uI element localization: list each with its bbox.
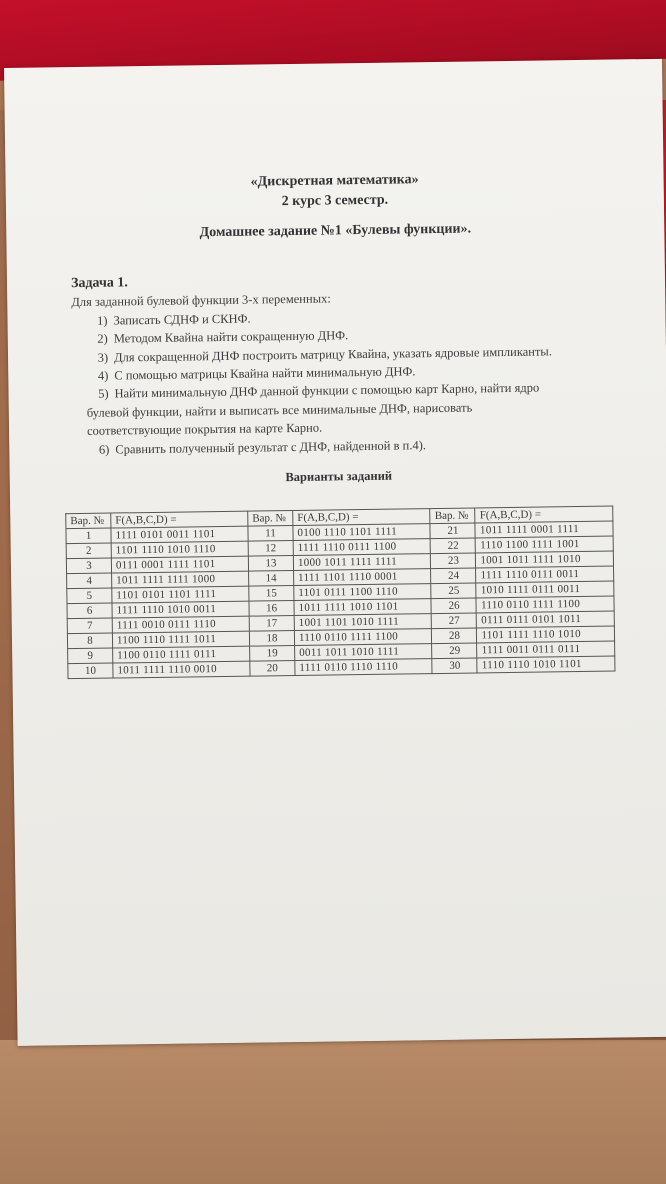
task-item: 1) Записать СДНФ и СКНФ. [97, 311, 251, 328]
course-header [6, 167, 664, 216]
variant-number-cell: 9 [68, 648, 113, 664]
variant-number-cell: 18 [249, 631, 294, 647]
function-value-cell: 0111 0001 1111 1101 [111, 556, 248, 573]
function-value-cell: 0111 0111 0101 1011 [477, 611, 615, 628]
variant-number-cell: 12 [248, 541, 293, 557]
variant-number-cell: 25 [431, 583, 476, 599]
variant-number-cell: 8 [67, 633, 112, 649]
task-item: 6) Сравнить полученный результат с ДНФ, найденной в п.4). [98, 437, 427, 457]
function-value-cell: 1111 0010 0111 1110 [112, 616, 249, 633]
function-value-cell: 1101 1111 1110 1010 [477, 626, 615, 643]
function-value-cell: 1011 1111 0001 1111 [475, 521, 613, 538]
variant-number-cell: 24 [431, 568, 476, 584]
variant-number-cell: 2 [66, 543, 111, 559]
homework-title: Домашнее задание №1 «Булевы функции». [199, 221, 472, 241]
variant-number-cell: 29 [432, 643, 477, 659]
variant-number-cell: 3 [66, 558, 111, 574]
variant-number-cell: 21 [430, 523, 475, 539]
variant-number-cell: 20 [250, 660, 295, 676]
column-header: F(A,B,C,D) = [475, 506, 613, 523]
function-value-cell: 1011 1111 1110 0010 [113, 661, 250, 678]
task-item: 3) Для сокращенной ДНФ построить матрицу Квайна, указать ядровые импликанты. [97, 344, 552, 365]
function-value-cell: 1110 0110 1111 1100 [294, 629, 432, 646]
variant-number-cell: 11 [248, 526, 293, 542]
function-value-cell: 1101 0111 1100 1110 [294, 584, 432, 601]
variants-table [65, 506, 615, 680]
function-value-cell: 1010 1111 0111 0011 [476, 581, 614, 598]
column-header: Вар. № [430, 508, 475, 524]
function-value-cell: 1111 0110 1110 1110 [295, 659, 433, 676]
variant-number-cell: 4 [67, 573, 112, 589]
variant-number-cell: 14 [249, 571, 294, 587]
variant-number-cell: 23 [431, 553, 476, 569]
desk-background-bottom [0, 1040, 666, 1184]
function-value-cell: 0011 1011 1010 1111 [295, 644, 433, 661]
function-value-cell: 1111 0011 0111 0111 [477, 641, 615, 658]
column-header: F(A,B,C,D) = [111, 511, 248, 528]
function-value-cell: 1111 1110 0111 1100 [293, 539, 431, 556]
variant-number-cell: 1 [66, 528, 111, 544]
function-value-cell: 1110 1110 1010 1101 [477, 656, 615, 673]
variant-number-cell: 15 [249, 586, 294, 602]
function-value-cell: 0100 1110 1101 1111 [293, 524, 431, 541]
task-item: 5) Найти минимальную ДНФ данной функции с помощью карт Карно, найти ядро булевой функции, найти и выписать все минимальные ДНФ, нарисовать соответствующие покрытия на карте Карно. [86, 380, 540, 439]
function-value-cell: 1110 1100 1111 1001 [476, 536, 614, 553]
function-value-cell: 1001 1011 1111 1010 [476, 551, 614, 568]
variant-number-cell: 16 [249, 601, 294, 617]
variant-number-cell: 30 [432, 658, 477, 674]
variant-number-cell: 17 [249, 616, 294, 632]
variant-number-cell: 7 [67, 618, 112, 634]
course-semester: 2 курс 3 семестр. [281, 192, 389, 210]
task-title: Задача 1. [70, 275, 128, 292]
variant-number-cell: 10 [68, 663, 113, 679]
function-value-cell: 1101 1110 1010 1110 [111, 541, 248, 558]
task-list [71, 304, 613, 459]
task-item: 2) Методом Квайна найти сокращенную ДНФ. [97, 328, 349, 346]
function-value-cell: 1111 1110 0111 0011 [476, 566, 614, 583]
function-value-cell: 1100 1110 1111 1011 [112, 631, 249, 648]
variant-number-cell: 26 [431, 598, 476, 614]
column-header: Вар. № [66, 513, 111, 529]
variant-number-cell: 13 [248, 556, 293, 572]
variant-number-cell: 28 [432, 628, 477, 644]
function-value-cell: 1111 1110 1010 0011 [112, 601, 249, 618]
paper-sheet [4, 59, 666, 1046]
variants-title: Варианты заданий [285, 468, 393, 485]
column-header: Вар. № [248, 511, 293, 527]
variant-number-cell: 27 [432, 613, 477, 629]
function-value-cell: 1011 1111 1010 1101 [294, 599, 432, 616]
task-section [71, 268, 614, 460]
task-intro: Для заданной булевой функции 3-х переменных: [71, 291, 331, 310]
function-value-cell: 1111 0101 0011 1101 [111, 526, 248, 543]
variant-number-cell: 5 [67, 588, 112, 604]
variant-number-cell: 6 [67, 603, 112, 619]
variants-table-body [66, 521, 615, 679]
function-value-cell: 1100 0110 1111 0111 [113, 646, 250, 663]
variant-number-cell: 19 [250, 645, 295, 661]
function-value-cell: 1000 1011 1111 1111 [293, 554, 431, 571]
function-value-cell: 1101 0101 1101 1111 [112, 586, 249, 603]
function-value-cell: 1011 1111 1111 1000 [112, 571, 249, 588]
function-value-cell: 1001 1101 1010 1111 [294, 614, 432, 631]
column-header: F(A,B,C,D) = [293, 509, 431, 526]
course-title: «Дискретная математика» [250, 172, 419, 190]
function-value-cell: 1111 1101 1110 0001 [294, 569, 432, 586]
function-value-cell: 1110 0110 1111 1100 [476, 596, 614, 613]
task-item: 4) С помощью матрицы Квайна найти минимальную ДНФ. [97, 364, 416, 383]
variant-number-cell: 22 [431, 538, 476, 554]
